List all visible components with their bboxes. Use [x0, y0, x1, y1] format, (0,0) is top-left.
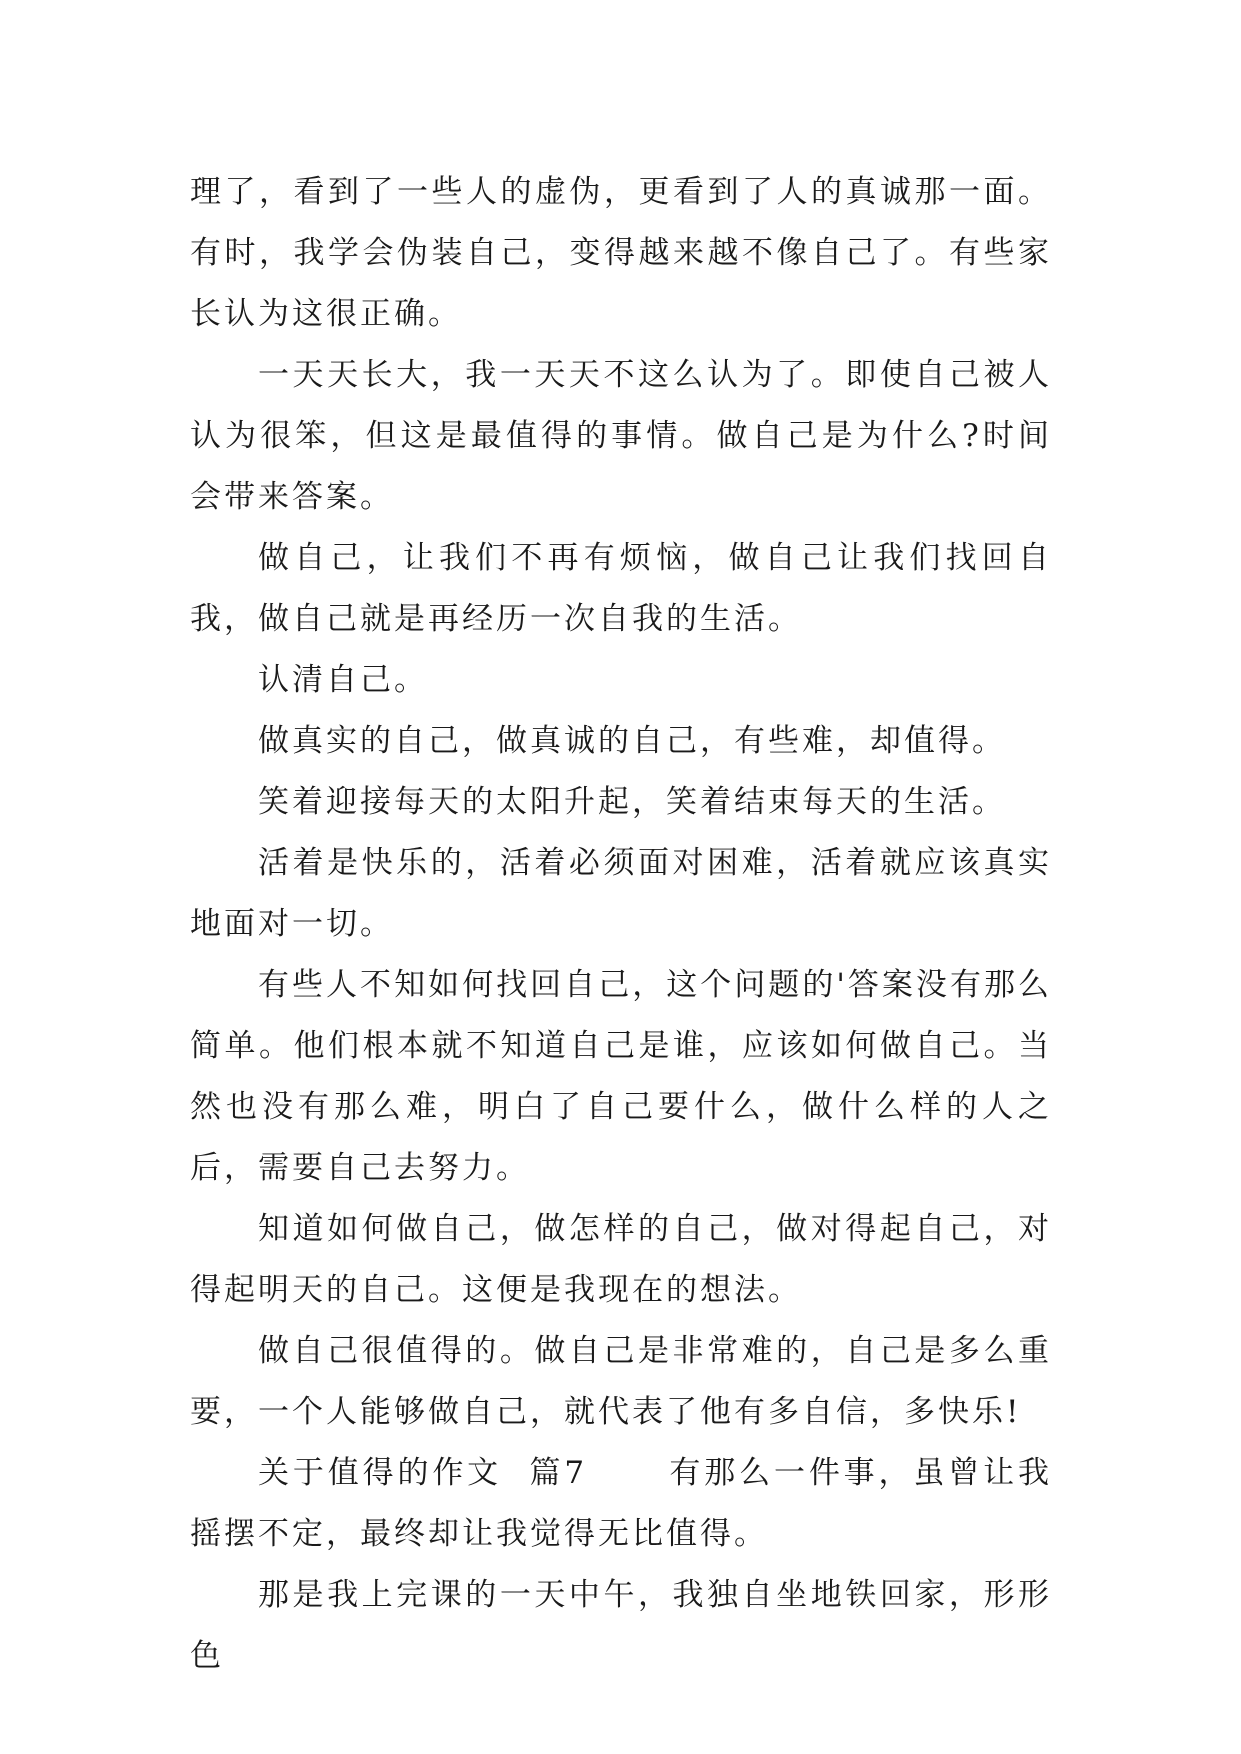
paragraph-11-section-heading: 关于值得的作文 篇7 有那么一件事，虽曾让我摇摆不定，最终却让我觉得无比值得。 — [190, 1455, 1052, 1552]
paragraph-8: 有些人不知如何找回自己，这个问题的'答案没有那么简单。他们根本就不知道自己是谁，应该如何做自己。当然也没有那么难，明白了自己要什么，做什么样的人之后，需要自己去努力。 — [190, 967, 1052, 1186]
paragraph-7: 活着是快乐的，活着必须面对困难，活着就应该真实地面对一切。 — [190, 845, 1052, 942]
paragraph-6: 笑着迎接每天的太阳升起，笑着结束每天的生活。 — [258, 784, 1006, 820]
paragraph-10: 做自己很值得的。做自己是非常难的，自己是多么重要，一个人能够做自己，就代表了他有多自信，多快乐! — [190, 1333, 1052, 1430]
paragraph-3: 做自己，让我们不再有烦恼，做自己让我们找回自我，做自己就是再经历一次自我的生活。 — [190, 540, 1052, 637]
document-page — [190, 162, 1052, 1687]
paragraph-4: 认清自己。 — [258, 662, 428, 698]
paragraph-2: 一天天长大，我一天天不这么认为了。即使自己被人认为很笨，但这是最值得的事情。做自己是为什么?时间会带来答案。 — [190, 357, 1052, 515]
paragraph-5: 做真实的自己，做真诚的自己，有些难，却值得。 — [258, 723, 1006, 759]
paragraph-9: 知道如何做自己，做怎样的自己，做对得起自己，对得起明天的自己。这便是我现在的想法。 — [190, 1211, 1052, 1308]
paragraph-12: 那是我上完课的一天中午，我独自坐地铁回家，形形色 — [190, 1577, 1052, 1674]
paragraph-1: 理了，看到了一些人的虚伪，更看到了人的真诚那一面。有时，我学会伪装自己，变得越来越不像自己了。有些家长认为这很正确。 — [190, 174, 1052, 332]
